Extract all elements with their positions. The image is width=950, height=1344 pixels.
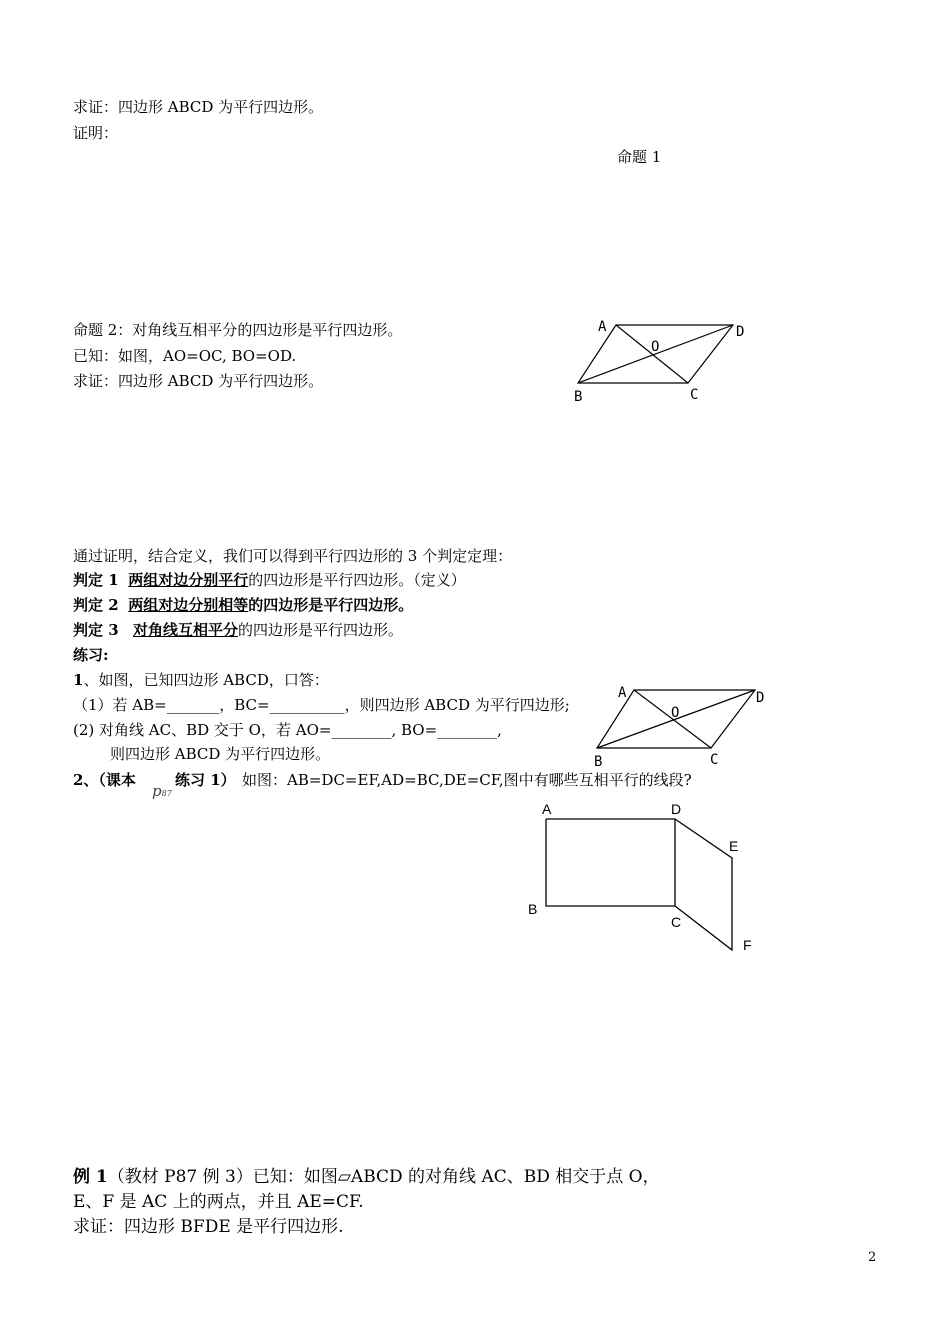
rectangle-parallelogram-figure — [520, 795, 760, 965]
point-label-o: O — [671, 705, 680, 721]
theorem-3 — [73, 620, 403, 640]
example-1-line-3: 求证：四边形 BFDE 是平行四边形. — [73, 1217, 344, 1237]
point-label-d: D — [736, 324, 745, 340]
point-label-a: A — [542, 801, 552, 817]
practice-q1-part2: (2) 对角线 AC、BD 交于 O，若 AO=________, BO=________, — [73, 721, 502, 739]
point-label-b: B — [594, 754, 603, 770]
practice-q1-stem — [73, 670, 329, 690]
textbook-page-ref — [152, 782, 172, 800]
practice-q1-part2-cont: 则四边形 ABCD 为平行四边形。 — [110, 745, 331, 763]
theorem-1-key: 两组对边分别平行 — [128, 571, 249, 589]
theorem-3-key: 对角线互相平分 — [132, 621, 238, 639]
point-label-d: D — [756, 690, 765, 706]
proposition-2-title: 命题 2：对角线互相平分的四边形是平行四边形。 — [73, 321, 403, 339]
theorem-1-label: 判定 1 — [73, 571, 119, 589]
theorem-2-label: 判定 2 — [73, 596, 119, 614]
theorem-2-rest: 的四边形是平行四边形。 — [248, 596, 414, 614]
example-1-given: （教材 P87 例 3）已知：如图▱ABCD 的对角线 AC、BD 相交于点 O， — [107, 1167, 660, 1187]
theorem-3-label: 判定 3 — [73, 621, 119, 639]
proposition-2-given: 已知：如图，AO=OC, BO=OD. — [73, 347, 297, 365]
point-label-b: B — [574, 389, 583, 405]
point-label-a: A — [618, 685, 627, 701]
theorem-1 — [73, 570, 466, 590]
theorem-3-rest: 的四边形是平行四边形。 — [238, 621, 404, 639]
parallelogram-figure-1 — [570, 315, 755, 405]
proposition-2-prove: 求证：四边形 ABCD 为平行四边形。 — [73, 372, 324, 390]
practice-q2-lead2: 练习 1） — [175, 771, 236, 789]
rectangle-abcd — [546, 819, 675, 906]
practice-q2-text: 如图：AB=DC=EF,AD=BC,DE=CF,图中有哪些互相平行的线段? — [242, 771, 692, 789]
point-label-o: O — [651, 339, 660, 355]
theorem-2 — [73, 595, 413, 615]
point-label-c: C — [690, 387, 699, 403]
point-label-b: B — [528, 901, 538, 917]
practice-heading: 练习: — [73, 646, 109, 664]
example-1-line-1 — [73, 1165, 660, 1189]
point-label-c: C — [671, 914, 682, 930]
practice-q1-text: 、如图，已知四边形 ABCD，口答： — [83, 671, 329, 689]
example-1-line-2: E、F 是 AC 上的两点，并且 AE=CF. — [73, 1192, 364, 1212]
practice-q1-part1: （1）若 AB=_______，BC=__________，则四边形 ABCD 为平行四边形; — [73, 696, 570, 714]
parallelogram-figure-2 — [585, 680, 775, 770]
theorems-intro: 通过证明，结合定义，我们可以得到平行四边形的 3 个判定定理： — [73, 547, 513, 565]
theorem-1-rest: 的四边形是平行四边形。（定义） — [248, 571, 466, 589]
proof-label: 证明： — [73, 124, 119, 142]
point-label-a: A — [598, 319, 607, 335]
point-label-c: C — [710, 752, 719, 768]
theorem-2-key: 两组对边分别相等 — [128, 596, 249, 614]
practice-q2-lead: 2、（课本 — [73, 771, 136, 789]
textbook-page-letter: p — [152, 782, 162, 800]
parallelogram-dcfe — [675, 819, 732, 950]
point-label-e: E — [729, 838, 739, 854]
figure-caption-proposition-1: 命题 1 — [617, 148, 662, 166]
point-label-d: D — [671, 801, 682, 817]
prove-statement-1: 求证：四边形 ABCD 为平行四边形。 — [73, 98, 324, 116]
example-1-label: 例 1 — [73, 1167, 108, 1187]
practice-q1-number: 1 — [73, 671, 84, 689]
page-number: 2 — [868, 1250, 877, 1265]
textbook-page-number: 87 — [161, 789, 172, 798]
point-label-f: F — [743, 937, 752, 953]
